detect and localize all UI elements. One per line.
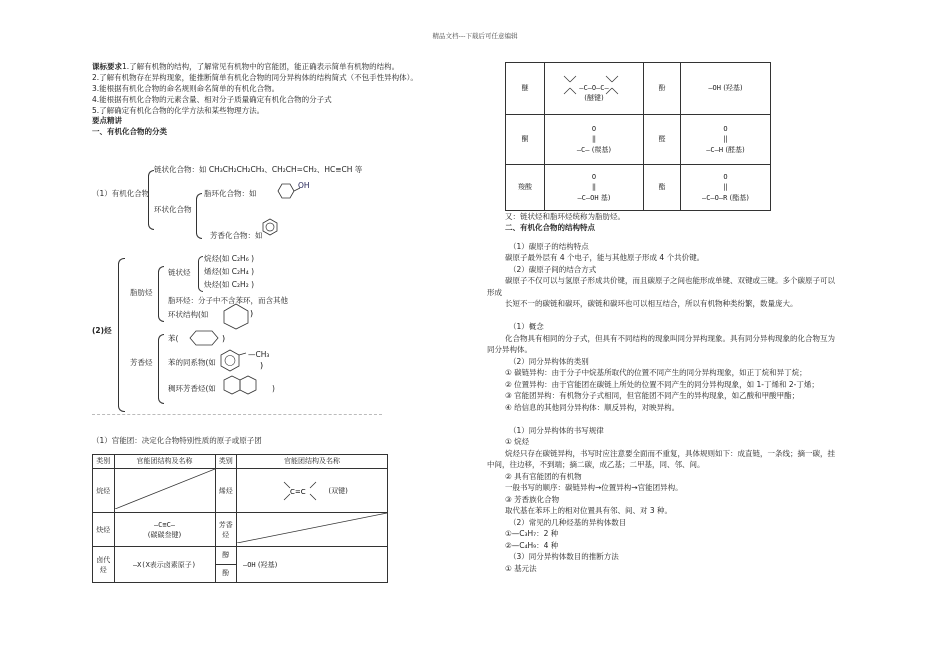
cls2-label: (2)烃: [92, 326, 112, 335]
double-bond-icon: [276, 478, 326, 504]
requirement-text: 5.了解确定有机化合物的化学方法和某些物理方法。: [92, 105, 265, 115]
carbonyl-bond: ‖: [591, 135, 597, 144]
body-line: （2）常见的几种烃基的异构体数目: [509, 517, 627, 527]
body-line: （1）碳原子的结构特点: [509, 241, 589, 251]
right-column: [487, 212, 885, 575]
table-cell: [215, 547, 237, 583]
ring-structure: 环状结构(如: [168, 310, 209, 319]
brace: [148, 170, 154, 230]
body-line: 中间，往边移，不到端；摘二碳，成乙基；二甲基，同、邻、间。: [487, 460, 705, 470]
svg-text:): ): [250, 309, 254, 318]
structure-text: [487, 241, 885, 576]
aldehyde-name: (醛基): [725, 145, 745, 154]
body-line: （1）同分异构体的书写规律: [509, 425, 604, 435]
body-line: ① 碳链异构：由于分子中烷基所取代的位置不同产生的同分异构现象，如正丁烷和异丁烷；: [505, 368, 807, 378]
requirement-text: 4.能根据有机化合物的元素含量、相对分子质量确定有机化合物的分子式: [92, 94, 332, 104]
carboxyl-name: 基): [600, 193, 611, 202]
aldehyde-o: O: [723, 125, 728, 134]
body-line: 烷烃只存在碳链异构，书写时应注意要全面而不重复，具体规则如下：成直链，一条线；摘一碳，挂: [505, 448, 835, 458]
table-cell-empty: [237, 513, 388, 547]
body-line: ② 具有官能团的有机物: [505, 471, 582, 481]
requirement-line: [92, 106, 482, 117]
triple-bond-name: (碳碳叁键): [147, 530, 182, 539]
ch3-label: —CH₃: [248, 350, 270, 359]
alkyne: 炔烃(如 C₂H₂ ): [204, 280, 255, 289]
table-cell: [681, 165, 771, 211]
carboxyl-formula: —C—OH: [577, 193, 599, 202]
body-line: 碳原子不仅可以与氢原子形成共价键，而且碳原子之间也能形成单键、双键或三键。多个碳原子可以: [505, 276, 835, 286]
benzene: 苯(: [168, 334, 179, 343]
aromatic-compound: 芳香化合物：如: [210, 231, 263, 240]
table-cell: 酯: [644, 165, 681, 211]
left-column: [92, 62, 482, 138]
hydroxyl-formula: —OH: [243, 560, 256, 569]
benzene-icon: [260, 217, 280, 239]
body-line: （2）碳原子间的结合方式: [509, 264, 597, 274]
body-line: （1）概念: [509, 322, 544, 332]
body-line: （3）同分异构体数目的推断方法: [509, 552, 619, 562]
body-line: [505, 311, 885, 323]
phenol-label: 酚: [222, 569, 230, 578]
carboxyl-bond: ‖: [591, 183, 597, 192]
requirement-text: 1.了解有机物的结构，了解常见有机物中的官能团，能正确表示简单有机物的结构。: [122, 62, 400, 71]
requirement-text: 3.能根据有机化合物的命名规则命名简单的有机化合物。: [92, 83, 280, 93]
requirement-line: [92, 73, 482, 84]
body-line: 取代基在苯环上的相对位置具有邻、间、对 3 种。: [505, 506, 673, 516]
body-line: ①—C₃H₇：2 种: [505, 529, 559, 539]
table-cell: 炔烃: [93, 513, 115, 547]
table-cell: 羧酸: [506, 165, 545, 211]
diagonal-line: [115, 469, 215, 509]
chain-hydrocarbon: 链状烃: [168, 268, 191, 277]
diagonal-line: [237, 513, 387, 543]
body-line: ③ 官能团异构：有机物分子式相同，但官能团不同产生的异构现象，如乙酸和甲酸甲酯；: [505, 391, 800, 401]
functional-group-table-1: [92, 454, 388, 583]
body-line: ② 位置异构：由于官能团在碳链上所处的位置不同产生的同分异构现象，如 1-丁烯和 2-丁烯；: [505, 379, 819, 389]
brace: [118, 258, 125, 412]
note-text: 又：链状烃和脂环烃统称为脂肪烃。: [505, 212, 625, 221]
body-line: ②—C₄H₉：4 种: [505, 540, 559, 550]
body-line: ① 烷烃: [505, 437, 530, 447]
fused-aromatic: 稠环芳香烃(如: [168, 384, 216, 393]
alkane: 烷烃(如 C₂H₆ ): [204, 254, 255, 263]
svg-text:C=C: C=C: [290, 487, 306, 496]
body-line: 碳原子最外层有 4 个电子，能与其他原子形成 4 个共价键。: [505, 253, 705, 263]
classification-hydrocarbon: [92, 254, 392, 414]
double-bond-name: (双键): [328, 486, 348, 495]
svg-text:): ): [222, 334, 226, 343]
brace: [158, 266, 164, 322]
table-cell: —X(X表示卤素原子): [114, 547, 215, 583]
aromatic-hydrocarbon: 芳香烃: [130, 358, 153, 367]
table-cell: 烷烃: [93, 469, 115, 513]
svg-text:): ): [260, 361, 264, 370]
requirement-line: [92, 62, 482, 73]
divider: [92, 414, 382, 415]
alcohol-label: 醇: [216, 547, 237, 565]
hydroxyl-name: (羟基): [257, 560, 278, 569]
functional-group-intro: （1）官能团：决定化合物特别性质的原子或原子团: [92, 436, 262, 445]
ring-compound: 环状化合物: [154, 205, 192, 214]
table-cell: 醚: [506, 63, 545, 115]
table-cell: 卤代烃: [93, 547, 115, 583]
naphthalene-icon: [222, 372, 272, 404]
ester-name: (酯基): [729, 193, 749, 202]
requirements: [92, 62, 482, 116]
requirement-lead: 课标要求: [92, 62, 122, 71]
table-cell: [545, 115, 644, 165]
alicyclic-compound: 脂环化合物：如: [204, 189, 257, 198]
table-cell: [545, 63, 644, 115]
section-1-heading: 一、有机化合物的分类: [92, 127, 167, 137]
oh-label: OH: [298, 181, 310, 190]
table-cell: [237, 547, 388, 583]
section-2-heading: 二、有机化合物的结构特点: [505, 222, 595, 232]
requirement-line: [92, 95, 482, 106]
cls1-label: （1）有机化合物: [92, 189, 150, 198]
body-line: 化合物具有相同的分子式，但具有不同结构的现象叫同分异构现象。具有同分异构现象的化合物互为: [505, 333, 835, 343]
requirement-text: 2.了解有机物存在异构现象，能推断简单有机化合物的同分异构体的结构简式（不包手性异构体）。: [92, 72, 418, 82]
table-cell: [545, 165, 644, 211]
body-line: 长短不一的碳链和碳环，碳链和碳环也可以相互结合，所以有机物种类纷繁，数量庞大。: [505, 299, 798, 309]
hydroxyl-name: (羟基): [723, 84, 743, 93]
table-header: 官能团结构及名称: [114, 455, 215, 469]
chain-compound: 链状化合物：如 CH₃CH₂CH₂CH₃、CH₂CH=CH₂、HC≡CH 等: [154, 165, 363, 174]
brace: [198, 256, 203, 292]
table-cell: [237, 469, 388, 513]
table-header: 类别: [93, 455, 115, 469]
table-header: 官能团结构及名称: [237, 455, 388, 469]
requirement-line: [92, 84, 482, 95]
table-cell: 芳香烃: [215, 513, 237, 547]
cyclohexane-icon: [216, 302, 256, 330]
ether-name: (醚键): [584, 94, 604, 103]
aliphatic: 脂肪烃: [130, 288, 153, 297]
aldehyde-bond: ‖: [723, 135, 728, 144]
close-paren: ): [272, 384, 275, 393]
body-line: （2）同分异构体的类别: [509, 356, 589, 366]
cyclo-hydrocarbon: 脂环烃：分子中不含苯环，而含其他: [168, 296, 288, 305]
table-cell: 烯烃: [215, 469, 237, 513]
carbonyl-formula: —C—: [576, 145, 590, 154]
body-line: [505, 414, 885, 426]
table-cell: 酚: [644, 63, 681, 115]
page-header: 精品文档---下载后可任意编辑: [432, 32, 518, 40]
table-cell: [114, 513, 215, 547]
carbonyl-name: (羰基): [591, 145, 612, 154]
table-header: 类别: [215, 455, 237, 469]
alkene: 烯烃(如 C₂H₄ ): [204, 267, 255, 276]
body-line: ③ 芳香族化合物: [505, 494, 560, 504]
table-cell: [681, 115, 771, 165]
table-cell-empty: [114, 469, 215, 513]
body-line: 一般书写的顺序：碳链异构→位置异构→官能团异构。: [505, 483, 683, 493]
body-line: ④ 给信息的其他同分异构体：顺反异构，对映异构。: [505, 402, 680, 412]
key-points-heading: 要点精讲: [92, 116, 122, 126]
table-cell: 酮: [506, 115, 545, 165]
aldehyde-formula: —C—H: [706, 145, 724, 154]
ester-bond: ‖: [723, 183, 728, 192]
carbonyl-o: O: [591, 125, 597, 134]
ester-o: O: [723, 173, 728, 182]
table-cell: [681, 63, 771, 115]
benzene-homolog: 苯的同系物(如: [168, 358, 216, 367]
carboxyl-o: O: [591, 173, 597, 182]
brace: [158, 334, 164, 404]
body-line: ① 基元法: [505, 563, 537, 573]
benzene-icon: [182, 328, 232, 348]
ester-formula: —C—O—R: [702, 193, 728, 202]
classification-organic: [92, 165, 392, 245]
ether-formula: —C—O—C—: [579, 83, 609, 92]
body-line: 同分异构体。: [487, 345, 532, 355]
triple-bond-formula: —C≡C—: [153, 520, 176, 529]
brace: [196, 193, 202, 239]
hydroxyl-formula: —OH: [708, 84, 721, 93]
table-cell: 醛: [644, 115, 681, 165]
body-line: 形成: [487, 287, 502, 297]
functional-group-table-2: [505, 62, 771, 211]
